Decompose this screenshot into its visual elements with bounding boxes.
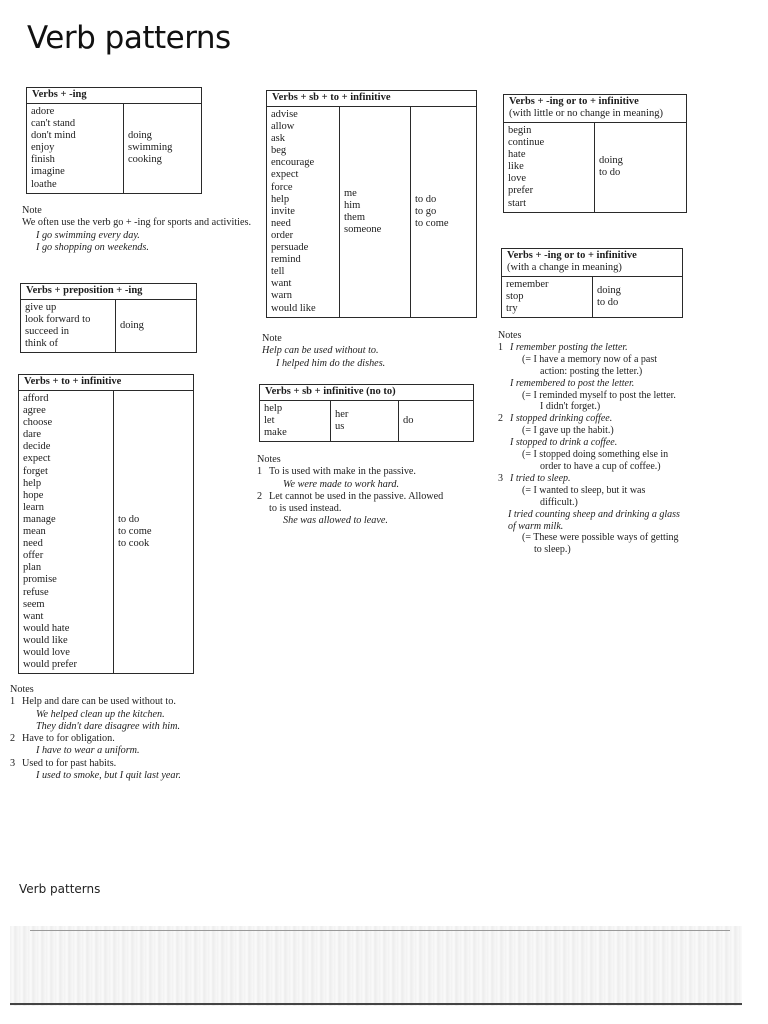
list-item: succeed in — [25, 326, 70, 338]
note-example: I used to smoke, but I quit last year. — [36, 770, 181, 782]
table-verbs-sb-to-infinitive — [266, 90, 477, 318]
list-item: someone — [344, 223, 382, 235]
list-item: decide — [23, 441, 51, 453]
list-item: would love — [23, 646, 70, 658]
note-gloss: (= I stopped doing something else in — [522, 449, 669, 461]
list-item: imagine — [31, 166, 65, 178]
table-ing-or-to-change-meaning — [501, 248, 683, 318]
example-list — [415, 194, 472, 230]
note-gloss: (= These were possible ways of getting — [522, 532, 679, 544]
table-verbs-sb-infinitive-no-to — [259, 384, 474, 442]
list-item: try — [506, 303, 518, 315]
list-item: order — [271, 229, 294, 241]
list-item: seem — [23, 598, 45, 610]
scan-artifact-band — [10, 926, 742, 1006]
note-number: 3 — [498, 472, 503, 484]
note-help-without-to — [262, 333, 472, 370]
example-list — [403, 415, 469, 427]
list-item: doing — [128, 130, 152, 142]
object-list — [335, 409, 394, 433]
note-gloss: (= I have a memory now of a past — [522, 353, 658, 365]
table-header: Verbs + -ing — [27, 88, 201, 104]
list-item: hope — [23, 489, 44, 501]
notes-change-in-meaning — [498, 330, 738, 556]
list-item: beg — [271, 145, 287, 157]
note-gloss: (= I wanted to sleep, but it was — [522, 484, 646, 496]
list-item: stop — [506, 291, 524, 303]
list-item: would like — [23, 634, 68, 646]
note-gloss: I didn't forget.) — [540, 401, 601, 413]
note-text: Let cannot be used in the passive. Allowed — [269, 490, 444, 502]
note-text: Used to for past habits. — [22, 757, 117, 769]
note-text: Help and dare can be used without to. — [22, 696, 176, 708]
list-item: remind — [271, 254, 301, 266]
list-item: don't mind — [31, 130, 76, 142]
note-example: We were made to work hard. — [283, 478, 400, 490]
note-example: They didn't dare disagree with him. — [36, 720, 181, 732]
note-number: 1 — [498, 341, 503, 353]
example-list — [118, 514, 189, 550]
notes-to-infinitive — [10, 684, 250, 782]
note-gloss: difficult.) — [540, 496, 578, 508]
list-item: want — [23, 610, 44, 622]
list-item: cooking — [128, 154, 162, 166]
notes-heading: Notes — [257, 454, 281, 465]
list-item: advise — [271, 109, 298, 120]
table-header — [502, 249, 682, 277]
scan-bottom-line — [10, 1003, 742, 1005]
note-example: I stopped to drink a coffee. — [510, 437, 618, 449]
example-list — [597, 285, 678, 309]
table-verbs-preposition-ing — [20, 283, 197, 353]
list-item: plan — [23, 562, 42, 574]
table-header: Verbs + to + infinitive — [19, 375, 193, 391]
note-gloss: action: posting the letter.) — [540, 365, 643, 377]
table-header-title: Verbs + -ing or to + infinitive — [509, 96, 639, 107]
list-item: doing — [599, 155, 623, 167]
list-item: like — [508, 161, 524, 173]
note-text: Have to for obligation. — [22, 733, 115, 745]
list-item: loathe — [31, 178, 57, 190]
table-header-subtitle: (with little or no change in meaning) — [509, 108, 663, 119]
table-header-title: Verbs + -ing or to + infinitive — [507, 250, 637, 261]
list-item: to do — [415, 193, 437, 205]
table-header — [504, 95, 686, 123]
list-item: would like — [271, 302, 316, 314]
list-item: enjoy — [31, 142, 55, 154]
example-list — [599, 155, 682, 179]
table-header: Verbs + sb + infinitive (no to) — [260, 385, 473, 401]
notes-heading: Notes — [10, 684, 34, 695]
example-list — [120, 320, 192, 332]
example-list — [128, 130, 197, 166]
list-item: forget — [23, 465, 48, 477]
list-item: help — [23, 477, 42, 489]
note-text: To is used with make in the passive. — [269, 466, 416, 478]
list-item: to come — [118, 526, 152, 538]
verb-list — [506, 279, 588, 315]
list-item: want — [271, 278, 292, 290]
note-gloss: to sleep.) — [534, 544, 571, 556]
verb-list — [271, 109, 335, 315]
list-item: her — [335, 409, 349, 421]
list-item: need — [23, 538, 43, 550]
note-example: of warm milk. — [508, 520, 564, 532]
table-header: Verbs + sb + to + infinitive — [267, 91, 476, 107]
verb-list — [31, 106, 119, 191]
list-item: to do — [118, 513, 140, 525]
note-go-ing — [22, 205, 252, 254]
list-item: doing — [597, 285, 621, 297]
list-item: mean — [23, 526, 46, 538]
list-item: me — [344, 187, 357, 199]
note-example: I have to wear a uniform. — [36, 745, 140, 757]
list-item: would hate — [23, 622, 70, 634]
note-example: I helped him do the dishes. — [276, 357, 386, 369]
list-item: to do — [599, 167, 621, 179]
list-item: expect — [23, 453, 51, 465]
note-example: We helped clean up the kitchen. — [36, 708, 165, 720]
table-ing-or-to-same-meaning — [503, 94, 687, 213]
note-text: We often use the verb go + -ing for sports and activities. — [22, 217, 251, 229]
note-number: 3 — [10, 757, 16, 769]
note-example: She was allowed to leave. — [283, 515, 388, 527]
verb-list — [23, 393, 109, 671]
note-number: 1 — [10, 696, 16, 708]
list-item: ask — [271, 133, 285, 145]
list-item: begin — [508, 125, 532, 136]
list-item: to come — [415, 217, 449, 229]
note-example: I tried counting sheep and drinking a glass — [508, 508, 680, 520]
note-gloss: order to have a cup of coffee.) — [540, 460, 661, 472]
list-item: them — [344, 211, 365, 223]
list-item: think of — [25, 338, 58, 350]
list-item: would prefer — [23, 659, 77, 671]
note-example: I go swimming every day. — [36, 229, 140, 241]
note-number: 2 — [257, 490, 263, 502]
list-item: prefer — [508, 185, 534, 197]
note-heading: Note — [22, 205, 42, 216]
list-item: can't stand — [31, 118, 76, 130]
list-item: help — [264, 403, 283, 414]
note-heading: Note — [262, 333, 282, 344]
list-item: continue — [508, 137, 545, 149]
notes-make-let — [257, 454, 477, 528]
note-gloss: (= I reminded myself to post the letter. — [522, 389, 676, 401]
list-item: dare — [23, 429, 42, 441]
list-item: encourage — [271, 157, 315, 169]
list-item: learn — [23, 501, 44, 513]
list-item: adore — [31, 106, 55, 117]
list-item: force — [271, 181, 293, 193]
table-header: Verbs + preposition + -ing — [21, 284, 196, 300]
note-number: 2 — [498, 413, 503, 425]
table-verbs-to-infinitive — [18, 374, 194, 674]
verb-list — [264, 403, 326, 439]
note-example: I remember posting the letter. — [510, 341, 628, 353]
list-item: allow — [271, 121, 295, 133]
table-header-subtitle: (with a change in meaning) — [507, 262, 622, 273]
list-item: help — [271, 193, 290, 205]
list-item: afford — [23, 393, 49, 404]
notes-heading: Notes — [498, 330, 522, 341]
list-item: look forward to — [25, 314, 91, 326]
list-item: let — [264, 415, 275, 427]
list-item: invite — [271, 205, 295, 217]
note-text: to is used instead. — [269, 503, 342, 515]
page-title: Verb patterns — [27, 20, 231, 56]
list-item: remember — [506, 279, 549, 290]
note-number: 2 — [10, 733, 16, 745]
verb-list — [508, 125, 590, 210]
list-item: to go — [415, 205, 437, 217]
list-item: make — [264, 427, 287, 439]
list-item: promise — [23, 574, 57, 586]
list-item: do — [403, 415, 414, 427]
note-text: Help can be used without to. — [262, 345, 379, 357]
list-item: him — [344, 199, 361, 211]
list-item: tell — [271, 266, 285, 278]
list-item: love — [508, 173, 527, 185]
list-item: warn — [271, 290, 292, 302]
list-item: doing — [120, 320, 144, 332]
list-item: hate — [508, 149, 526, 161]
note-example: I tried to sleep. — [510, 472, 571, 484]
list-item: us — [335, 421, 345, 433]
table-verbs-ing — [26, 87, 202, 194]
page-footer-title: Verb patterns — [19, 882, 101, 896]
list-item: start — [508, 197, 527, 209]
list-item: agree — [23, 405, 46, 417]
list-item: manage — [23, 513, 56, 525]
note-number: 1 — [257, 466, 263, 478]
list-item: to cook — [118, 538, 150, 550]
verb-list — [25, 302, 111, 350]
list-item: expect — [271, 169, 299, 181]
list-item: offer — [23, 550, 44, 562]
note-gloss: (= I gave up the habit.) — [522, 425, 614, 437]
list-item: need — [271, 217, 291, 229]
list-item: give up — [25, 302, 57, 313]
scan-edge-line — [30, 930, 730, 931]
list-item: finish — [31, 154, 55, 166]
list-item: choose — [23, 417, 53, 429]
note-example: I stopped drinking coffee. — [510, 413, 613, 425]
list-item: refuse — [23, 586, 49, 598]
list-item: persuade — [271, 242, 309, 254]
note-example: I go shopping on weekends. — [36, 241, 149, 253]
list-item: to do — [597, 297, 619, 309]
object-list — [344, 188, 406, 236]
list-item: swimming — [128, 142, 173, 154]
note-example: I remembered to post the letter. — [510, 377, 635, 389]
